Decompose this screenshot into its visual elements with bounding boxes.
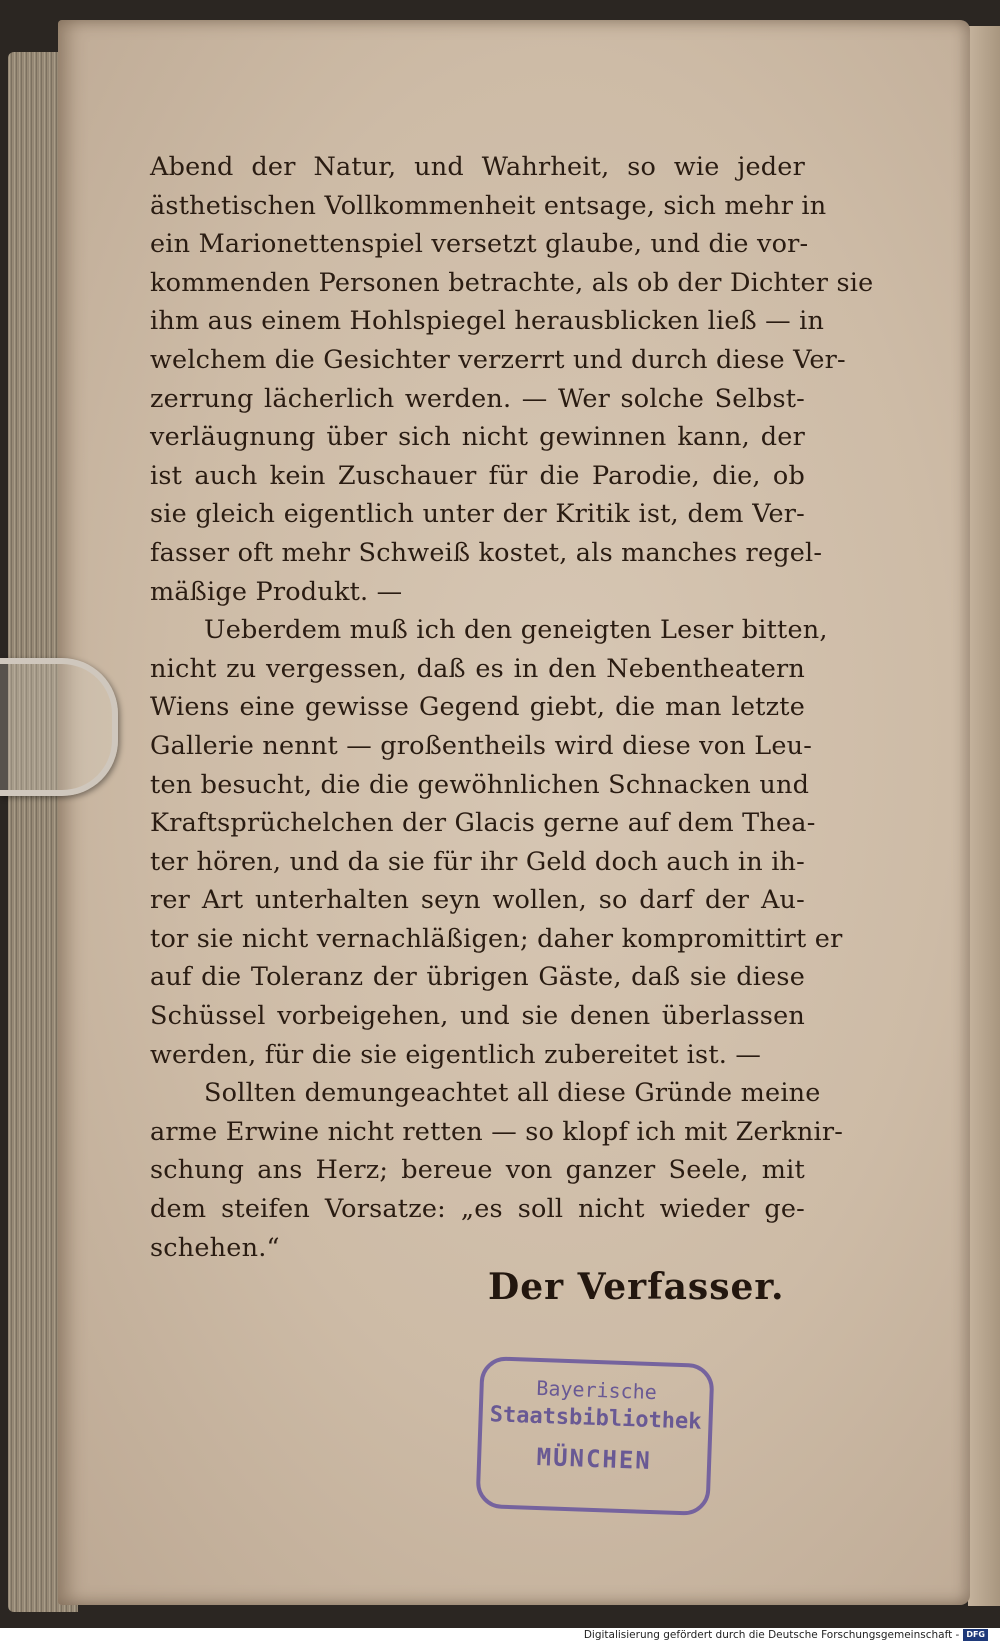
- text-line: rer Art unterhalten seyn wollen, so darf der Au-: [150, 885, 805, 916]
- text-line: fasser oft mehr Schweiß kostet, als manches regel-: [150, 537, 823, 568]
- text-line: ten besucht, die die gewöhnlichen Schnacken und: [150, 769, 810, 800]
- text-line: ästhetischen Vollkommenheit entsage, sich mehr in: [150, 190, 827, 221]
- text-line: Sollten demungeachtet all diese Gründe meine: [204, 1078, 821, 1109]
- page-clip: [0, 658, 118, 796]
- text-line: sie gleich eigentlich unter der Kritik ist, dem Ver-: [150, 499, 805, 530]
- dfg-logo-icon: DFG: [963, 1629, 988, 1641]
- text-line: Gallerie nennt — großentheils wird diese von Leu-: [150, 730, 813, 761]
- stamp-line: Bayerische: [536, 1375, 658, 1405]
- text-line: ein Marionettenspiel versetzt glaube, und die vor-: [150, 229, 809, 260]
- text-line: arme Erwine nicht retten — so klopf ich mit Zerknir-: [150, 1116, 844, 1147]
- text-line: ter hören, und da sie für ihr Geld doch auch in ih-: [150, 846, 805, 877]
- text-line: kommenden Personen betrachte, als ob der Dichter sie: [150, 267, 874, 298]
- text-line: Schüssel vorbeigehen, und sie denen überlassen: [150, 1001, 805, 1032]
- text-line: Wiens eine gewisse Gegend giebt, die man letzte: [150, 692, 805, 723]
- text-line: mäßige Produkt. —: [150, 576, 403, 607]
- text-line: tor sie nicht vernachläßigen; daher kompromittirt er: [150, 923, 843, 954]
- text-line: Ueberdem muß ich den geneigten Leser bitten,: [204, 615, 828, 646]
- facing-page-edge: [968, 26, 1000, 1606]
- signature: Der Verfasser.: [488, 1266, 785, 1308]
- stamp-line: Staatsbibliothek: [489, 1402, 702, 1435]
- text-line: Abend der Natur, und Wahrheit, so wie jeder: [150, 152, 805, 182]
- text-line: zerrung lächerlich werden. — Wer solche Selbst-: [150, 383, 805, 414]
- text-line: werden, für die sie eigentlich zubereitet ist. —: [150, 1039, 762, 1070]
- text-line: schehen.“: [150, 1232, 280, 1263]
- body-text: [150, 148, 874, 1267]
- text-line: ihm aus einem Hohlspiegel herausblicken ließ — in: [150, 306, 825, 337]
- digitization-footer: [584, 1628, 988, 1643]
- text-line: nicht zu vergessen, daß es in den Nebentheatern: [150, 653, 805, 684]
- text-line: ist auch kein Zuschauer für die Parodie, die, ob: [150, 460, 805, 491]
- stamp-line: MÜNCHEN: [536, 1442, 653, 1475]
- text-line: welchem die Gesichter verzerrt und durch diese Ver-: [150, 344, 846, 375]
- text-line: auf die Toleranz der übrigen Gäste, daß sie diese: [150, 962, 805, 993]
- text-line: verläugnung über sich nicht gewinnen kann, der: [150, 422, 805, 453]
- text-line: schung ans Herz; bereue von ganzer Seele, mit: [150, 1155, 805, 1186]
- text-line: Kraftsprüchelchen der Glacis gerne auf dem Thea-: [150, 808, 816, 839]
- footer-text: Digitalisierung gefördert durch die Deutsche Forschungsgemeinschaft -: [583, 1629, 960, 1641]
- library-stamp: [475, 1356, 714, 1516]
- text-line: dem steifen Vorsatze: „es soll nicht wieder ge-: [150, 1194, 805, 1225]
